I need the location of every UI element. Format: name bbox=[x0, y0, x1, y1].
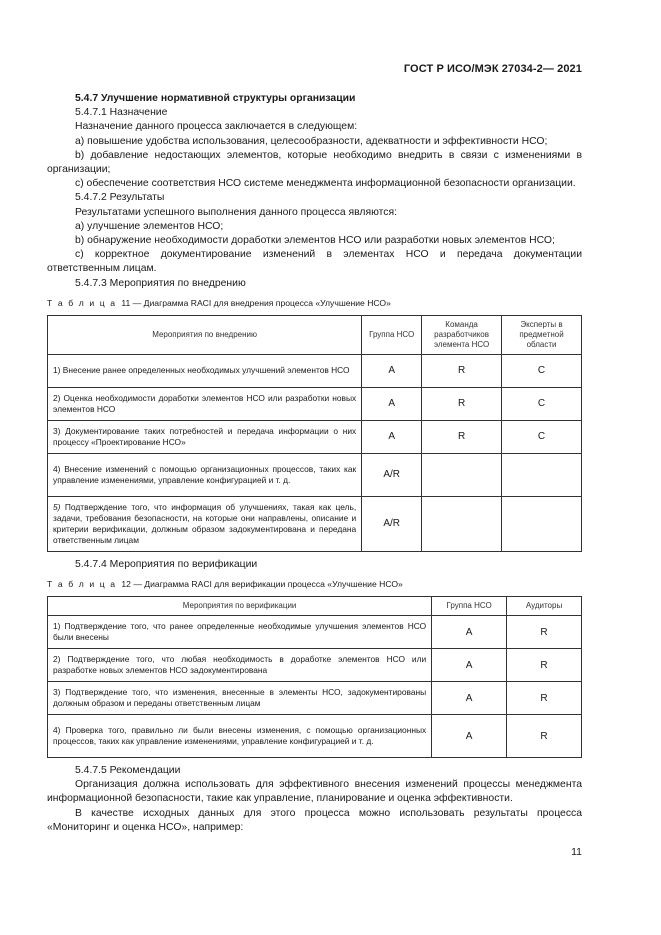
table1-caption-text: 11 — Диаграмма RACI для внедрения процесса «Улучшение НСО» bbox=[121, 297, 391, 308]
subsection-results: 5.4.7.2 Результаты bbox=[75, 192, 165, 204]
table-cell: A/R bbox=[362, 496, 422, 551]
table-cell bbox=[422, 453, 502, 496]
table-cell: 4) Внесение изменений с помощью организационных процессов, таких как управление изменениями, управление конфигурацией и т. д. bbox=[48, 453, 362, 496]
table-cell: C bbox=[502, 387, 582, 420]
purpose-item-a: a) повышение удобства использования, целесообразности, адекватности и эффективности НСО; bbox=[75, 135, 548, 147]
table-cell: R bbox=[422, 354, 502, 387]
table-cell: A bbox=[362, 354, 422, 387]
table1-caption bbox=[47, 297, 582, 309]
results-intro: Результатами успешного выполнения данного процесса являются: bbox=[75, 206, 397, 218]
table-row bbox=[48, 682, 582, 715]
table-cell: 2) Оценка необходимости доработки элементов НСО или разработки новых элементов НСО bbox=[48, 387, 362, 420]
table-cell-number: 5) bbox=[53, 501, 61, 512]
table-row bbox=[48, 715, 582, 758]
table2-caption bbox=[47, 578, 582, 590]
subsection-recommendations: 5.4.7.5 Рекомендации bbox=[75, 765, 181, 777]
table-row bbox=[48, 420, 582, 453]
table-cell bbox=[422, 496, 502, 551]
table-cell: R bbox=[507, 649, 582, 682]
table-cell: 3) Подтверждение того, что изменения, внесенные в элементы НСО, задокументированы должным образом и переданы ответственным лицам bbox=[48, 682, 432, 715]
table-cell: A bbox=[432, 715, 507, 758]
table1-caption-prefix: Т а б л и ц а bbox=[47, 297, 117, 308]
table-cell bbox=[502, 453, 582, 496]
page-header: ГОСТ Р ИСО/МЭК 27034-2— 2021 bbox=[403, 63, 582, 75]
table-cell: R bbox=[422, 387, 502, 420]
recommendations-paragraph-2: В качестве исходных данных для этого процесса можно использовать результаты процесса «Мониторинг и оценка НСО», например: bbox=[47, 807, 582, 833]
table-row bbox=[48, 387, 582, 420]
table1-header-activity: Мероприятия по внедрению bbox=[48, 315, 362, 354]
recommendations-paragraph-1: Организация должна использовать для эффективного внесения изменений процессы менеджмента информационной безопасности, такие как управление, планирование и оценка эффективности. bbox=[47, 779, 582, 805]
table1-header-team: Команда разработчиков элемента НСО bbox=[422, 315, 502, 354]
results-item-c: c) корректное документирование изменений в элементах НСО и передача документации ответственным лицам. bbox=[47, 249, 582, 275]
table-cell: R bbox=[422, 420, 502, 453]
page-number: 11 bbox=[571, 846, 582, 858]
table-cell: C bbox=[502, 354, 582, 387]
table2-caption-prefix: Т а б л и ц а bbox=[47, 579, 117, 590]
table1-header-group: Группа НСО bbox=[362, 315, 422, 354]
table2-header-auditors: Аудиторы bbox=[507, 597, 582, 616]
table-row bbox=[48, 649, 582, 682]
table-cell: A bbox=[362, 387, 422, 420]
table-cell: C bbox=[502, 420, 582, 453]
table-cell bbox=[502, 496, 582, 551]
table-cell: 3) Документирование таких потребностей и передача информации о них процессу «Проектирование НСО» bbox=[48, 420, 362, 453]
table2-caption-text: 12 — Диаграмма RACI для верификации процесса «Улучшение НСО» bbox=[121, 579, 403, 590]
table-cell: A bbox=[432, 649, 507, 682]
subsection-purpose: 5.4.7.1 Назначение bbox=[75, 107, 168, 119]
table-cell: R bbox=[507, 682, 582, 715]
table-row bbox=[48, 453, 582, 496]
purpose-item-c: c) обеспечение соответствия НСО системе менеджмента информационной безопасности организации. bbox=[75, 178, 576, 190]
results-item-a: a) улучшение элементов НСО; bbox=[75, 220, 224, 232]
table-cell: A/R bbox=[362, 453, 422, 496]
raci-table-implementation bbox=[47, 315, 582, 552]
purpose-item-b: b) добавление недостающих элементов, которые необходимо внедрить в связи с изменениями в организации; bbox=[47, 149, 582, 176]
main-content bbox=[47, 92, 582, 835]
table-row bbox=[48, 354, 582, 387]
table-cell: 1) Подтверждение того, что ранее определенные необходимые улучшения элементов НСО были внесены bbox=[48, 616, 432, 649]
table2-header-group: Группа НСО bbox=[432, 597, 507, 616]
table-cell: A bbox=[432, 682, 507, 715]
subsection-verification: 5.4.7.4 Мероприятия по верификации bbox=[75, 558, 258, 570]
section-heading: 5.4.7 Улучшение нормативной структуры организации bbox=[75, 93, 356, 104]
results-item-b: b) обнаружение необходимости доработки элементов НСО или разработки новых элементов НСО; bbox=[75, 235, 555, 247]
table-cell bbox=[48, 496, 362, 551]
raci-table-verification bbox=[47, 596, 582, 758]
table1-header-experts: Эксперты в предметной области bbox=[502, 315, 582, 354]
subsection-implementation: 5.4.7.3 Мероприятия по внедрению bbox=[75, 277, 246, 289]
table-cell: 2) Подтверждение того, что любая необходимость в доработке элементов НСО или разработке новых элементов НСО задокументирована bbox=[48, 649, 432, 682]
purpose-intro: Назначение данного процесса заключается в следующем: bbox=[75, 121, 358, 133]
table-cell: R bbox=[507, 616, 582, 649]
table-cell-text: Подтверждение того, что информация об улучшениях, такая как цель, задачи, требования безопасности, на которые они направлены, описание и критерии верификации, должным образом задокументирована и передана ответственным лицам bbox=[53, 501, 357, 545]
table-cell: A bbox=[362, 420, 422, 453]
table-cell: R bbox=[507, 715, 582, 758]
table-row bbox=[48, 496, 582, 551]
table-cell: A bbox=[432, 616, 507, 649]
table2-header-activity: Мероприятия по верификации bbox=[48, 597, 432, 616]
table-cell: 4) Проверка того, правильно ли были внесены изменения, с помощью организационных процессов, таких как управление изменениями, управление конфигурацией и т. д. bbox=[48, 715, 432, 758]
table-cell: 1) Внесение ранее определенных необходимых улучшений элементов НСО bbox=[48, 354, 362, 387]
table-row bbox=[48, 616, 582, 649]
